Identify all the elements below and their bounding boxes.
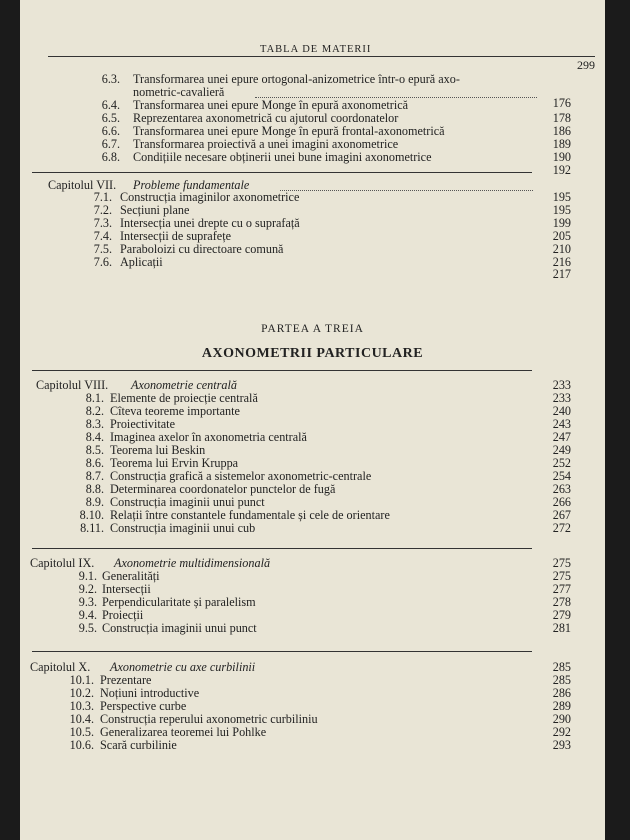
section-rule (32, 172, 532, 173)
part-title: AXONOMETRII PARTICULARE (201, 346, 424, 361)
part-label: PARTEA A TREIA (261, 323, 364, 335)
book-page: TABLA DE MATERII 299 6.3. Transformarea unei epure ortogonal-anizometrice într-o epură axo- nometric-cavalieră 176 6.4. Transformarea unei epure Monge în epură axonometrică 6.5. Reprezentarea axonometrică cu ajutorul coordonatelor 178 6.6. Transformarea unei epure Monge în epură frontal-axonometrică 186 6.7. Transformarea proiectivă a unei imagini axonometrice 189 6.8. Condițiile necesare obținerii unei bune imagini axonometrice 190 192 Capitolul VII. Probleme fundamentale 7.1. Construcția imaginilor axonometrice 195 7.2. Secțiuni plane 195 7.3. Intersecția unei drepte cu o suprafață 199 7.4. Intersecții de suprafețe 205 7.5. Paraboloizi cu directoare comună 210 7.6. Aplicații 216 217 PARTEA A TREIA AXONOMETRII PARTICULARE Capitolul VIII. Axonometrie centrală 233 8.1. Elemente de proiecție centrală 233 8.2. Cîteva teoreme importante 240 8.3. Proiectivitate 243 8.4. Imaginea axelor în axonometria centrală 247 8.5. Teorema lui Beskin 249 8.6. Teorema lui Ervin Kruppa 252 8.7. Construcția grafică a sistemelor axonometric-centrale 254 8.8. Determinarea coordonatelor punctelor de fugă 263 8.9. Construcția imaginii unui punct 266 8.10. Relații între constantele fundamentale și cele de orientare 267 8.11. Construcția imaginii unui cub 272 Capitolul IX. Axonometrie multidimensională 275 9.1. Generalități 275 9.2. Intersecții 277 9.3. Perpendicularitate și paralelism 278 9.4. Proiecții 279 9.5. Construcția imaginii unui punct 281 Capitolul X. Axonometrie cu axe curbilinii 285 10.1. Prezentare 285 10.2. Noțiuni introductive 286 10.3. Perspective curbe 289 10.4. Construcția reperului axonometric curbiliniu 290 10.5. Generalizarea teoremei lui Pohlke 292 10.6. Scară curbilinie 293 (20, 0, 605, 840)
header-rule (48, 56, 595, 57)
section-rule (32, 651, 532, 652)
running-header: TABLA DE MATERII (260, 44, 372, 55)
page-number: 299 (577, 58, 595, 72)
section-rule (32, 548, 532, 549)
section-rule (32, 370, 532, 371)
